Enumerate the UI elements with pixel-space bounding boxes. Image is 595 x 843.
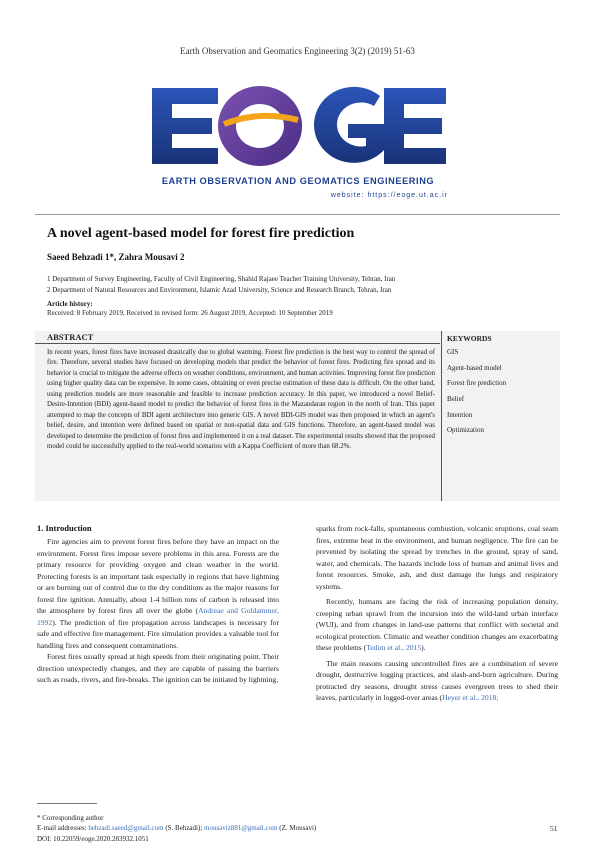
email-label: E-mail addresses: [37, 824, 89, 832]
logo-letters-graphic [148, 80, 448, 172]
section-heading-introduction: 1. Introduction [37, 523, 92, 533]
keyword-item: Belief [447, 395, 465, 404]
body-column-right [316, 523, 558, 704]
citation-link[interactable]: Tedim et al., 2015 [366, 643, 422, 652]
affiliation-1: 1 Department of Survey Engineering, Faculty of Civil Engineering, Shahid Rajaee Teacher Training University, Tehran, Iran [47, 275, 396, 283]
doi: DOI: 10.22059/eoge.2020.283932.1051 [37, 835, 149, 843]
paragraph-text: Recently, humans are facing the risk of increasing population density, creeping urban sprawl from the incursion into the wild-land urban interface (WUI), and from changes in land-use patterns that conflict with societal and ecological protection. Climatic and weather condition changes are exacerbating these problems ( [316, 597, 558, 652]
paragraph-text: ). [421, 643, 426, 652]
email-owner-1: (S. Behzadi); [163, 824, 205, 832]
journal-logo [148, 80, 448, 210]
paragraph-text: ). The prediction of fire propagation across landscapes is necessary for safe and effective fire management. Fire simulation provides a valuable tool for handling fires and consequent contaminations. [37, 617, 279, 650]
intro-paragraph-1 [37, 536, 279, 651]
journal-website[interactable]: website: https://eoge.ut.ac.ir [330, 192, 448, 199]
intro-paragraph-4 [316, 658, 558, 704]
abstract-heading: ABSTRACT [47, 332, 94, 342]
keyword-item: Forest fire prediction [447, 379, 507, 388]
corresponding-author-note: * Corresponding author [37, 814, 104, 822]
header-divider [35, 214, 560, 215]
article-history-dates: Received: 8 February 2019, Received in revised form: 26 August 2019, Accepted: 10 September 2019 [47, 309, 333, 317]
logo-subtitle: EARTH OBSERVATION AND GEOMATICS ENGINEERING [161, 176, 435, 186]
keyword-item: Intention [447, 410, 473, 419]
page-number: 51 [550, 824, 558, 833]
paper-title: A novel agent-based model for forest fire prediction [47, 226, 355, 241]
paragraph-text: Fire agencies aim to prevent forest fires before they have an impact on the environment. Forest fires impose severe problems in this area. Forests are the primary resource for providing oxygen and clean weather in the world. Protecting forests is an important task especially in regions that have lightning or are burning out of control due to the dry conditions as the major reasons for forest fire ignition. Annually, about 1-4 billion tons of carbon is released into the atmosphere by forest fires all over the globe ( [37, 537, 279, 615]
paragraph-text: The main reasons causing uncontrolled fires are a combination of severe drought, destructive logging practices, and slash-and-burn agriculture. During protracted dry seasons, drought stress causes evergreen trees to shed their leaves, particularly in logged-over areas ( [316, 658, 558, 702]
affiliation-2: 2 Department of Natural Resources and Environment, Islamic Azad University, Science and Research Branch, Tehran, Iran [47, 286, 392, 294]
email-addresses [37, 824, 316, 832]
intro-paragraph-3 [316, 596, 558, 654]
email-owner-2: (Z. Mousavi) [277, 824, 317, 832]
abstract-text: In recent years, forest fires have increased drastically due to global warming. Forest fire prediction is the best way to control the spread of fire. Therefore, several studies have focused on developing models that predict the behavior of forest fires. Predicting fire spread and its behavior is crucial to mitigate the adverse effects on weather conditions, environment, and human activities. Improving forest fire prediction using higher quality data can be expensive. In some cases, obtaining or even precise estimation of these data is difficult. On the other hand, using prediction models are more reasonable and feasible to increase prediction accuracy. In this paper, we introduced a novel Belief-Desire-Intention (BDI) agent-based model to predict the behavior of forest fires in the Mazandaran region in the north of Iran. This paper attempted to map the concepts of BDI agent architecture into generic GIS. A novel BDI-GIS model was then proposed in which an agent's belief, desire, and intention were defined based on spatial or non-spatial data and GIS functions. Therefore, an agent-based model was developed to determine the prediction of forest fires and implemented it on a real dataset. The experimental results showed that the proposed model could be successfully applied to the real-world scenarios with a Kappa Coefficient of more than 68.2%. [47, 349, 435, 451]
footnote-rule [37, 803, 97, 804]
journal-citation: Earth Observation and Geomatics Engineering 3(2) (2019) 51-63 [180, 46, 415, 56]
citation-link[interactable]: Andreae and Goldammer, 1992 [37, 606, 279, 627]
author-list: Saeed Behzadi 1*, Zahra Mousavi 2 [47, 252, 185, 262]
keywords-heading: KEYWORDS [447, 334, 492, 343]
citation-link[interactable]: Heyer et al., 2018; [442, 693, 499, 702]
keyword-item: GIS [447, 348, 459, 356]
email-link-1[interactable]: behzadi.saeed@gmail.com [88, 824, 164, 832]
article-history-label: Article history: [47, 300, 93, 308]
keyword-item: Optimization [447, 426, 484, 435]
intro-paragraph-2: Forest fires usually spread at high speeds from their originating point. Their direction unexpectedly changes, and they are capable of passing the barriers such as roads, rivers, and fire-breaks. The ignition can be initiated by lightning, [37, 652, 279, 684]
abstract-divider [35, 343, 440, 344]
keyword-item: Agent-based model [447, 363, 502, 372]
body-column-left [37, 523, 279, 686]
email-link-2[interactable]: mousaviz881@gmail.com [204, 824, 278, 832]
intro-paragraph-2-cont: sparks from rock-falls, spontaneous combustion, volcanic eruptions, coal seam fires, extreme heat in the environment, and human negligence. The fire can be prevented by isolating the spread by trenches in the ground, spray of sand, water, and chemicals. The hazards include loss of human and animal lives and forest resources. Smoke, ash, and dust damage the lungs and respiratory systems. [316, 524, 558, 591]
keywords-divider [441, 331, 442, 501]
keywords-list [447, 348, 506, 442]
